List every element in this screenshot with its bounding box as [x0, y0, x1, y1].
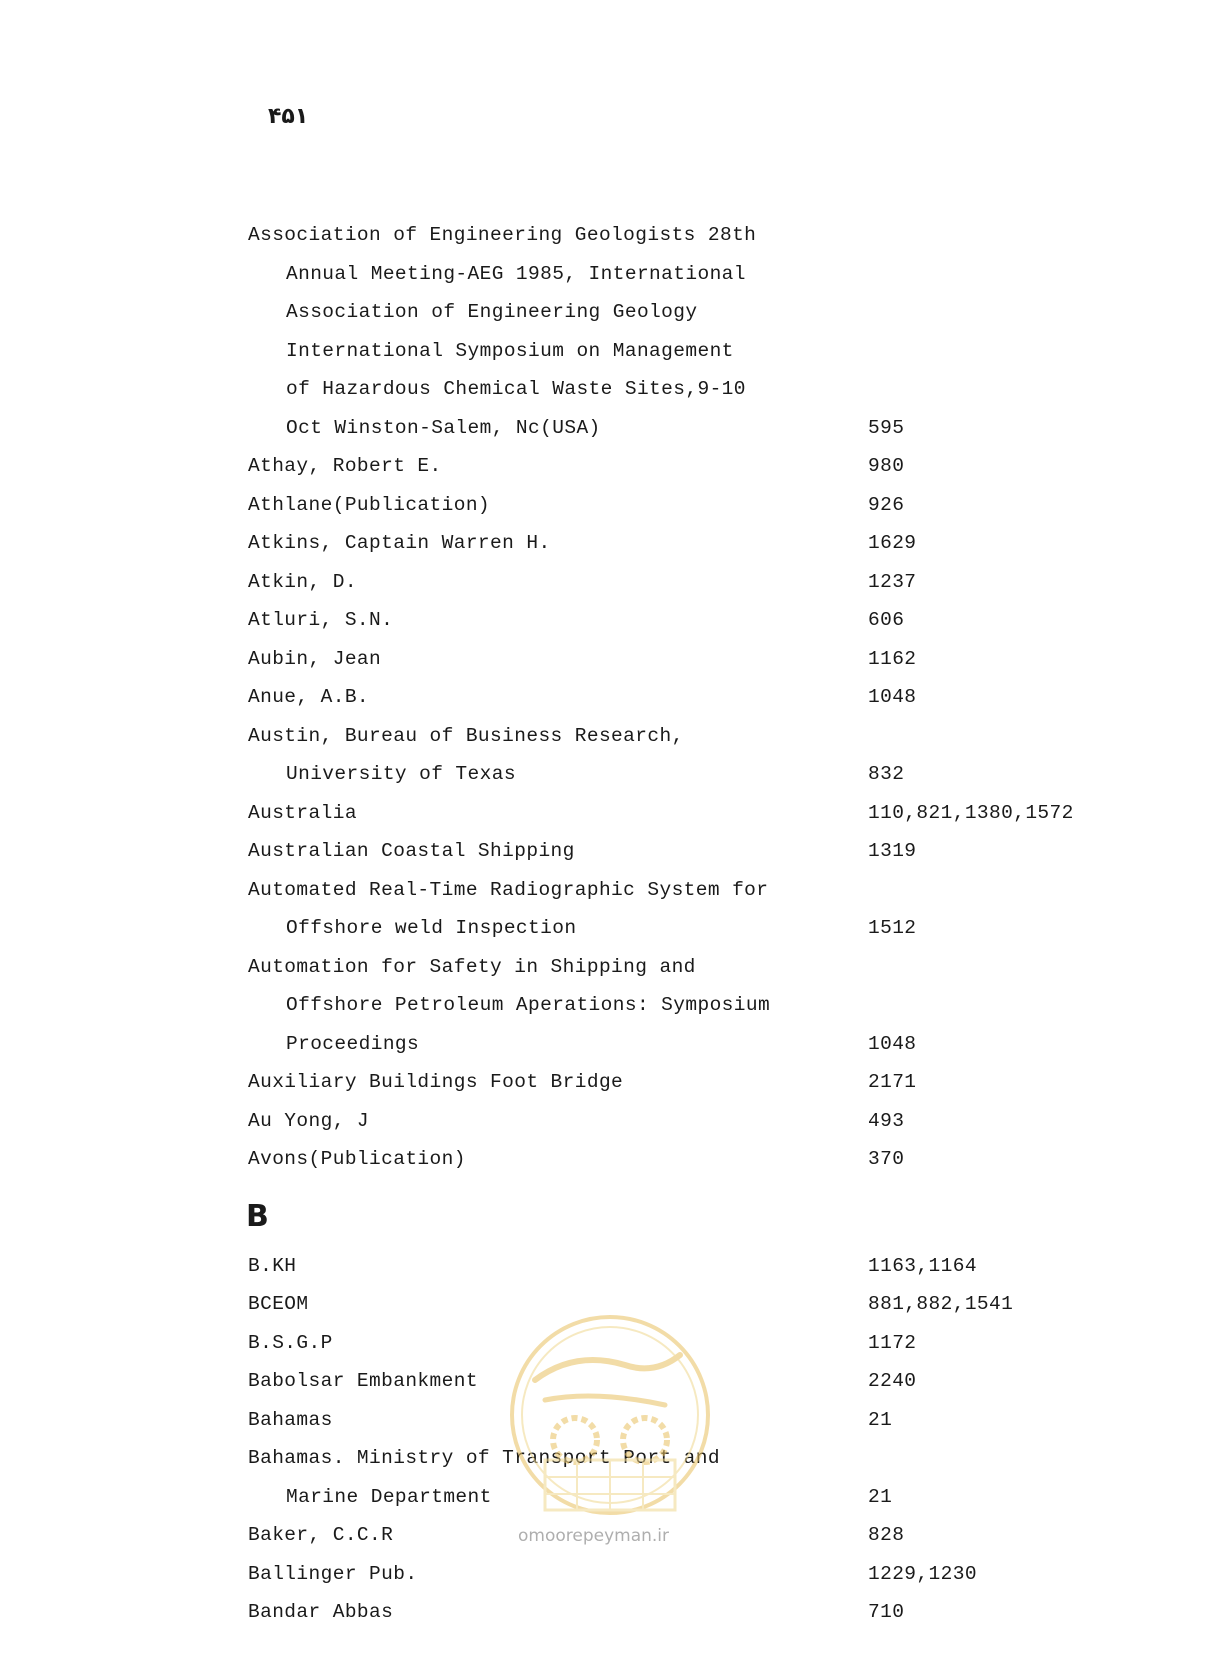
index-page-refs: 1048 — [868, 1032, 917, 1055]
index-entry — [248, 1593, 1128, 1632]
index-term — [248, 1285, 868, 1324]
index-term-line: Automated Real-Time Radiographic System for — [248, 878, 769, 901]
index-term — [248, 640, 868, 679]
index-entry — [248, 601, 1128, 640]
index-page-refs: 1172 — [868, 1331, 917, 1354]
index-term — [248, 717, 868, 794]
index-term-line: Atkin, D. — [248, 570, 357, 593]
index-term-line: Ballinger Pub. — [248, 1562, 418, 1585]
index-term — [248, 794, 868, 833]
page-number: ۴۵۱ — [268, 104, 309, 129]
index-page-refs: 2240 — [868, 1370, 917, 1392]
index-page-refs: 832 — [868, 763, 905, 785]
index-entry — [248, 1324, 1128, 1363]
index-page-refs: 710 — [868, 1601, 905, 1623]
index-term — [248, 871, 868, 948]
index-entry — [248, 1140, 1128, 1179]
index-term-line: Avons(Publication) — [248, 1148, 466, 1170]
index-term — [248, 216, 868, 447]
index-term — [248, 1362, 868, 1401]
index-term-line: of Hazardous Chemical Waste Sites,9-10 — [286, 378, 746, 400]
index-page-refs: 1162 — [868, 647, 917, 670]
index-page-refs: 2171 — [868, 1071, 917, 1093]
index-term — [248, 1593, 868, 1632]
index-term — [248, 1324, 868, 1363]
index-entry — [248, 524, 1128, 563]
index-term — [248, 486, 868, 525]
index-page-refs: 1163,1164 — [868, 1254, 977, 1277]
index-term-line: Offshore Petroleum Aperations: Symposium — [286, 994, 771, 1016]
index-term-line: Anue, A.B. — [248, 686, 370, 708]
index-term — [248, 1401, 868, 1440]
index-term-line: Auxiliary Buildings Foot Bridge — [248, 1071, 624, 1093]
index-entry — [248, 832, 1128, 871]
index-term — [248, 601, 868, 640]
index-entry — [248, 1516, 1128, 1555]
index-entry — [248, 1362, 1128, 1401]
index-entry — [248, 447, 1128, 486]
index-term — [248, 524, 868, 563]
index-page-refs: 881,882,1541 — [868, 1293, 1014, 1315]
index-entry — [248, 563, 1128, 602]
index-entry — [248, 717, 1128, 794]
index-list — [248, 216, 1128, 1632]
index-term-line: Automation for Safety in Shipping and — [248, 955, 696, 978]
index-term-line: University of Texas — [286, 763, 516, 785]
index-term — [248, 1140, 868, 1179]
index-entry — [248, 1102, 1128, 1141]
index-page-refs: 370 — [868, 1148, 905, 1170]
index-term — [248, 948, 868, 1064]
index-term-line: Oct Winston-Salem, Nc(USA) — [286, 416, 601, 439]
index-page-refs: 1237 — [868, 570, 917, 593]
index-page-refs: 1629 — [868, 532, 917, 554]
index-entry — [248, 948, 1128, 1064]
index-term-line: Atluri, S.N. — [248, 609, 394, 631]
index-entry — [248, 216, 1128, 447]
index-entry — [248, 640, 1128, 679]
index-page-refs: 110,821,1380,1572 — [868, 801, 1074, 824]
index-page-refs: 1512 — [868, 917, 917, 939]
index-term-line: Proceedings — [286, 1032, 420, 1055]
index-term — [248, 1439, 868, 1516]
index-term — [248, 832, 868, 871]
section-letter-b: B — [246, 1198, 269, 1234]
index-term-line: Aubin, Jean — [248, 647, 382, 670]
section-a — [248, 216, 1128, 1179]
index-page-refs: 21 — [868, 1485, 893, 1508]
index-term-line: Association of Engineering Geologists 28th — [248, 224, 757, 246]
index-term-line: Australia — [248, 801, 357, 824]
index-entry — [248, 486, 1128, 525]
index-term-line: Athlane(Publication) — [248, 493, 491, 516]
index-page-refs: 21 — [868, 1408, 893, 1431]
index-page-refs: 828 — [868, 1524, 905, 1546]
index-term — [248, 1102, 868, 1141]
index-page-refs: 926 — [868, 493, 905, 516]
index-term-line: Babolsar Embankment — [248, 1370, 478, 1392]
index-term — [248, 1247, 868, 1286]
index-term-line: Au Yong, J — [248, 1109, 370, 1132]
index-term-line: Annual Meeting-AEG 1985, International — [286, 262, 746, 285]
index-entry — [248, 1401, 1128, 1440]
index-page-refs: 980 — [868, 455, 905, 477]
index-term-line: Atkins, Captain Warren H. — [248, 532, 551, 554]
index-entry — [248, 794, 1128, 833]
index-term-line: B.S.G.P — [248, 1331, 333, 1354]
index-term-line: BCEOM — [248, 1293, 309, 1315]
index-page-refs: 1319 — [868, 840, 917, 862]
index-term — [248, 563, 868, 602]
index-entry — [248, 1555, 1128, 1594]
index-page-refs: 595 — [868, 416, 905, 439]
index-entry — [248, 871, 1128, 948]
index-page-refs: 493 — [868, 1109, 905, 1132]
index-term-line: Bandar Abbas — [248, 1601, 394, 1623]
index-term-line: Bahamas — [248, 1408, 333, 1431]
section-b — [248, 1247, 1128, 1632]
index-term-line: Bahamas. Ministry of Transport Port and — [248, 1447, 720, 1469]
index-page-refs: 1048 — [868, 686, 917, 708]
index-page-refs: 606 — [868, 609, 905, 631]
index-page-refs: 1229,1230 — [868, 1562, 977, 1585]
watermark-site: omoorepeyman.ir — [518, 1526, 670, 1546]
index-term-line: Baker, C.C.R — [248, 1524, 394, 1546]
index-term-line: Athay, Robert E. — [248, 455, 442, 477]
index-entry — [248, 1063, 1128, 1102]
index-term-line: Austin, Bureau of Business Research, — [248, 724, 684, 747]
index-term — [248, 678, 868, 717]
index-term-line: Association of Engineering Geology — [286, 301, 698, 323]
index-term-line: Australian Coastal Shipping — [248, 840, 575, 862]
index-term-line: B.KH — [248, 1254, 297, 1277]
index-entry — [248, 1285, 1128, 1324]
index-entry — [248, 678, 1128, 717]
index-entry — [248, 1439, 1128, 1516]
index-term — [248, 1063, 868, 1102]
index-term-line: Marine Department — [286, 1485, 492, 1508]
index-term — [248, 1555, 868, 1594]
index-term-line: International Symposium on Management — [286, 339, 734, 362]
index-term-line: Offshore weld Inspection — [286, 917, 577, 939]
index-term — [248, 447, 868, 486]
index-entry — [248, 1247, 1128, 1286]
